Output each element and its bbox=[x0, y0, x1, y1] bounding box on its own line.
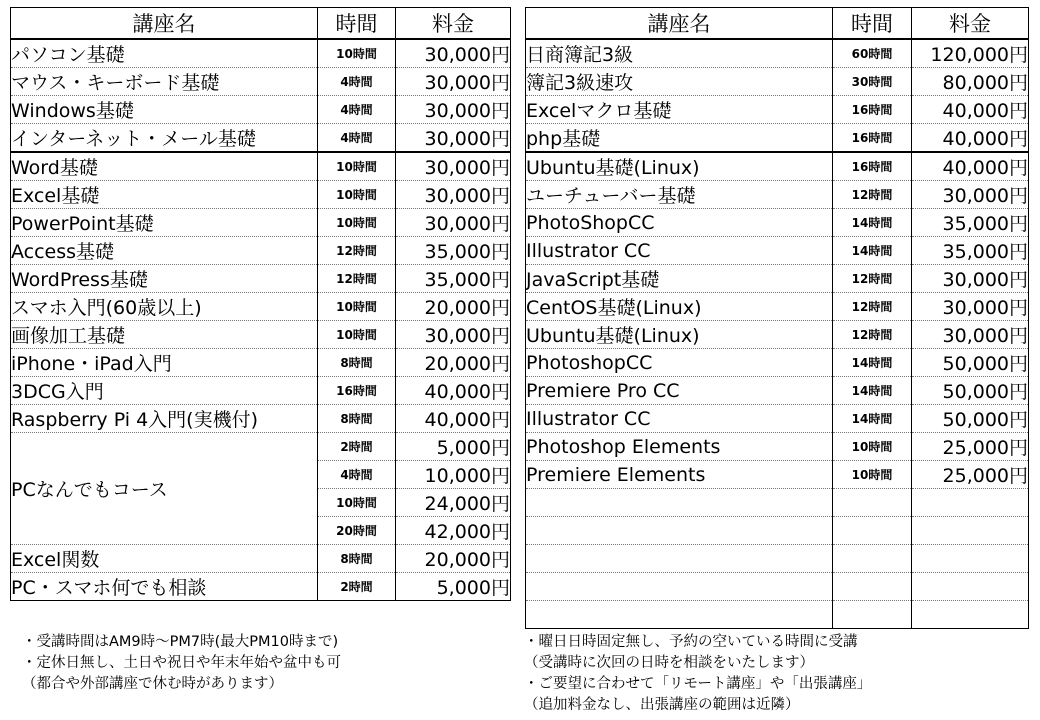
course-fee: 24,000円 bbox=[396, 489, 511, 517]
table-row bbox=[526, 265, 1029, 293]
note-line: ・定休日無し、土日や祝日や年末年始や盆中も可 bbox=[22, 655, 341, 671]
course-name: マウス・キーボード基礎 bbox=[11, 68, 318, 96]
column-header-hours: 時間 bbox=[833, 8, 912, 40]
table-row bbox=[11, 68, 511, 96]
course-hours: 16時間 bbox=[318, 377, 396, 405]
empty-cell bbox=[912, 573, 1029, 601]
table-row bbox=[526, 293, 1029, 321]
course-hours: 2時間 bbox=[318, 433, 396, 461]
empty-cell bbox=[526, 489, 833, 517]
course-name: 3DCG入門 bbox=[11, 377, 318, 405]
table-row bbox=[11, 152, 511, 181]
empty-cell bbox=[833, 517, 912, 545]
course-hours: 20時間 bbox=[318, 517, 396, 545]
course-name: 日商簿記3級 bbox=[526, 39, 833, 68]
course-hours: 10時間 bbox=[318, 209, 396, 237]
table-row bbox=[526, 152, 1029, 181]
empty-cell bbox=[912, 517, 1029, 545]
course-name: Ubuntu基礎(Linux) bbox=[526, 321, 833, 349]
course-fee: 30,000円 bbox=[396, 124, 511, 153]
course-hours: 12時間 bbox=[833, 265, 912, 293]
course-name: Windows基礎 bbox=[11, 96, 318, 124]
left-price-table bbox=[10, 7, 511, 601]
course-hours: 14時間 bbox=[833, 237, 912, 265]
course-fee: 35,000円 bbox=[912, 209, 1029, 237]
table-row bbox=[526, 405, 1029, 433]
course-fee: 35,000円 bbox=[396, 265, 511, 293]
course-fee: 20,000円 bbox=[396, 545, 511, 573]
course-fee: 30,000円 bbox=[912, 293, 1029, 321]
empty-cell bbox=[833, 573, 912, 601]
course-hours: 16時間 bbox=[833, 152, 912, 181]
course-fee: 42,000円 bbox=[396, 517, 511, 545]
right-price-table bbox=[525, 7, 1029, 629]
column-header-name: 講座名 bbox=[526, 8, 833, 40]
course-name: ユーチューバー基礎 bbox=[526, 181, 833, 209]
course-fee: 30,000円 bbox=[912, 321, 1029, 349]
table-row bbox=[526, 377, 1029, 405]
course-name: Photoshop Elements bbox=[526, 433, 833, 461]
course-name: PCなんでもコース bbox=[11, 433, 318, 545]
course-fee: 5,000円 bbox=[396, 573, 511, 601]
course-hours: 12時間 bbox=[833, 293, 912, 321]
course-hours: 8時間 bbox=[318, 349, 396, 377]
course-fee: 80,000円 bbox=[912, 68, 1029, 96]
course-name: PC・スマホ何でも相談 bbox=[11, 573, 318, 601]
notes-right bbox=[524, 632, 871, 716]
course-name: JavaScript基礎 bbox=[526, 265, 833, 293]
course-fee: 50,000円 bbox=[912, 405, 1029, 433]
course-name: スマホ入門(60歳以上) bbox=[11, 293, 318, 321]
course-fee: 50,000円 bbox=[912, 349, 1029, 377]
course-name: 簿記3級速攻 bbox=[526, 68, 833, 96]
course-fee: 5,000円 bbox=[396, 433, 511, 461]
course-hours: 10時間 bbox=[318, 321, 396, 349]
empty-row bbox=[526, 545, 1029, 573]
empty-cell bbox=[526, 601, 833, 629]
table-row bbox=[11, 293, 511, 321]
course-fee: 35,000円 bbox=[396, 237, 511, 265]
column-header-fee: 料金 bbox=[912, 8, 1029, 40]
course-hours: 10時間 bbox=[318, 293, 396, 321]
table-row bbox=[526, 433, 1029, 461]
course-name: iPhone・iPad入門 bbox=[11, 349, 318, 377]
course-fee: 40,000円 bbox=[912, 124, 1029, 153]
course-hours: 10時間 bbox=[318, 39, 396, 68]
course-fee: 30,000円 bbox=[396, 321, 511, 349]
course-name: Illustrator CC bbox=[526, 237, 833, 265]
table-row bbox=[11, 39, 511, 68]
table-row bbox=[526, 349, 1029, 377]
empty-cell bbox=[833, 601, 912, 629]
empty-cell bbox=[912, 601, 1029, 629]
course-fee: 35,000円 bbox=[912, 237, 1029, 265]
course-hours: 4時間 bbox=[318, 461, 396, 489]
course-fee: 30,000円 bbox=[396, 181, 511, 209]
note-line: ・受講時間はAM9時～PM7時(最大PM10時まで) bbox=[22, 634, 339, 650]
course-hours: 30時間 bbox=[833, 68, 912, 96]
table-row bbox=[526, 96, 1029, 124]
note-line: （受講時に次回の日時を相談をいたします） bbox=[524, 655, 814, 671]
course-hours: 14時間 bbox=[833, 349, 912, 377]
note-line: ・曜日日時固定無し、予約の空いている時間に受講 bbox=[524, 634, 858, 650]
course-fee: 120,000円 bbox=[912, 39, 1029, 68]
course-name: PowerPoint基礎 bbox=[11, 209, 318, 237]
empty-row bbox=[526, 601, 1029, 629]
course-hours: 4時間 bbox=[318, 124, 396, 153]
course-fee: 30,000円 bbox=[396, 152, 511, 181]
empty-cell bbox=[526, 517, 833, 545]
table-row bbox=[526, 181, 1029, 209]
table-row bbox=[11, 237, 511, 265]
course-fee: 20,000円 bbox=[396, 293, 511, 321]
empty-cell bbox=[912, 489, 1029, 517]
course-fee: 10,000円 bbox=[396, 461, 511, 489]
left-header-row bbox=[11, 8, 511, 40]
course-hours: 14時間 bbox=[833, 405, 912, 433]
course-fee: 25,000円 bbox=[912, 433, 1029, 461]
course-name: パソコン基礎 bbox=[11, 39, 318, 68]
course-fee: 30,000円 bbox=[396, 39, 511, 68]
course-fee: 40,000円 bbox=[912, 96, 1029, 124]
course-fee: 30,000円 bbox=[396, 96, 511, 124]
table-row bbox=[526, 209, 1029, 237]
table-row bbox=[11, 209, 511, 237]
empty-cell bbox=[833, 489, 912, 517]
empty-cell bbox=[912, 545, 1029, 573]
course-name: Access基礎 bbox=[11, 237, 318, 265]
course-fee: 40,000円 bbox=[396, 377, 511, 405]
course-hours: 14時間 bbox=[833, 377, 912, 405]
table-row bbox=[11, 321, 511, 349]
course-fee: 20,000円 bbox=[396, 349, 511, 377]
course-fee: 40,000円 bbox=[912, 152, 1029, 181]
course-name: Ubuntu基礎(Linux) bbox=[526, 152, 833, 181]
course-hours: 10時間 bbox=[833, 461, 912, 489]
note-line: （都合や外部講座で休む時があります） bbox=[22, 676, 283, 692]
column-header-name: 講座名 bbox=[11, 8, 318, 40]
course-hours: 4時間 bbox=[318, 96, 396, 124]
course-fee: 30,000円 bbox=[396, 209, 511, 237]
course-hours: 10時間 bbox=[318, 489, 396, 517]
course-name: WordPress基礎 bbox=[11, 265, 318, 293]
note-line: ・ご要望に合わせて「リモート講座」や「出張講座」 bbox=[524, 676, 872, 692]
empty-cell bbox=[833, 545, 912, 573]
course-fee: 40,000円 bbox=[396, 405, 511, 433]
course-name: Premiere Elements bbox=[526, 461, 833, 489]
table-row bbox=[526, 124, 1029, 153]
course-hours: 10時間 bbox=[318, 181, 396, 209]
course-name: インターネット・メール基礎 bbox=[11, 124, 318, 153]
note-line: （追加料金なし、出張講座の範囲は近隣） bbox=[524, 697, 800, 713]
course-fee: 50,000円 bbox=[912, 377, 1029, 405]
course-hours: 12時間 bbox=[833, 181, 912, 209]
course-name: Excelマクロ基礎 bbox=[526, 96, 833, 124]
table-row bbox=[526, 461, 1029, 489]
course-hours: 12時間 bbox=[318, 265, 396, 293]
table-row bbox=[11, 124, 511, 153]
course-fee: 30,000円 bbox=[912, 265, 1029, 293]
table-row bbox=[11, 181, 511, 209]
table-row bbox=[11, 405, 511, 433]
table-row bbox=[11, 377, 511, 405]
table-row bbox=[11, 265, 511, 293]
table-row bbox=[11, 545, 511, 573]
course-name: Excel基礎 bbox=[11, 181, 318, 209]
table-row bbox=[526, 39, 1029, 68]
course-name: 画像加工基礎 bbox=[11, 321, 318, 349]
course-hours: 10時間 bbox=[833, 433, 912, 461]
course-hours: 16時間 bbox=[833, 124, 912, 153]
column-header-hours: 時間 bbox=[318, 8, 396, 40]
table-row bbox=[11, 96, 511, 124]
course-name: Word基礎 bbox=[11, 152, 318, 181]
course-name: Premiere Pro CC bbox=[526, 377, 833, 405]
notes-left bbox=[22, 632, 341, 695]
course-name: PhotoshopCC bbox=[526, 349, 833, 377]
course-hours: 10時間 bbox=[318, 152, 396, 181]
course-hours: 4時間 bbox=[318, 68, 396, 96]
table-row bbox=[11, 573, 511, 601]
empty-row bbox=[526, 489, 1029, 517]
course-fee: 25,000円 bbox=[912, 461, 1029, 489]
table-row bbox=[11, 349, 511, 377]
table-row bbox=[526, 321, 1029, 349]
course-name: Illustrator CC bbox=[526, 405, 833, 433]
course-name: php基礎 bbox=[526, 124, 833, 153]
empty-row bbox=[526, 573, 1029, 601]
course-hours: 16時間 bbox=[833, 96, 912, 124]
table-row bbox=[526, 68, 1029, 96]
course-name: CentOS基礎(Linux) bbox=[526, 293, 833, 321]
empty-cell bbox=[526, 573, 833, 601]
table-row bbox=[11, 433, 511, 461]
course-hours: 60時間 bbox=[833, 39, 912, 68]
course-name: Excel関数 bbox=[11, 545, 318, 573]
course-name: Raspberry Pi 4入門(実機付) bbox=[11, 405, 318, 433]
course-hours: 8時間 bbox=[318, 545, 396, 573]
empty-row bbox=[526, 517, 1029, 545]
course-hours: 12時間 bbox=[833, 321, 912, 349]
table-row bbox=[526, 237, 1029, 265]
course-hours: 14時間 bbox=[833, 209, 912, 237]
right-header-row bbox=[526, 8, 1029, 40]
column-header-fee: 料金 bbox=[396, 8, 511, 40]
course-fee: 30,000円 bbox=[396, 68, 511, 96]
course-hours: 8時間 bbox=[318, 405, 396, 433]
course-name: PhotoShopCC bbox=[526, 209, 833, 237]
course-fee: 30,000円 bbox=[912, 181, 1029, 209]
course-hours: 2時間 bbox=[318, 573, 396, 601]
course-hours: 12時間 bbox=[318, 237, 396, 265]
empty-cell bbox=[526, 545, 833, 573]
